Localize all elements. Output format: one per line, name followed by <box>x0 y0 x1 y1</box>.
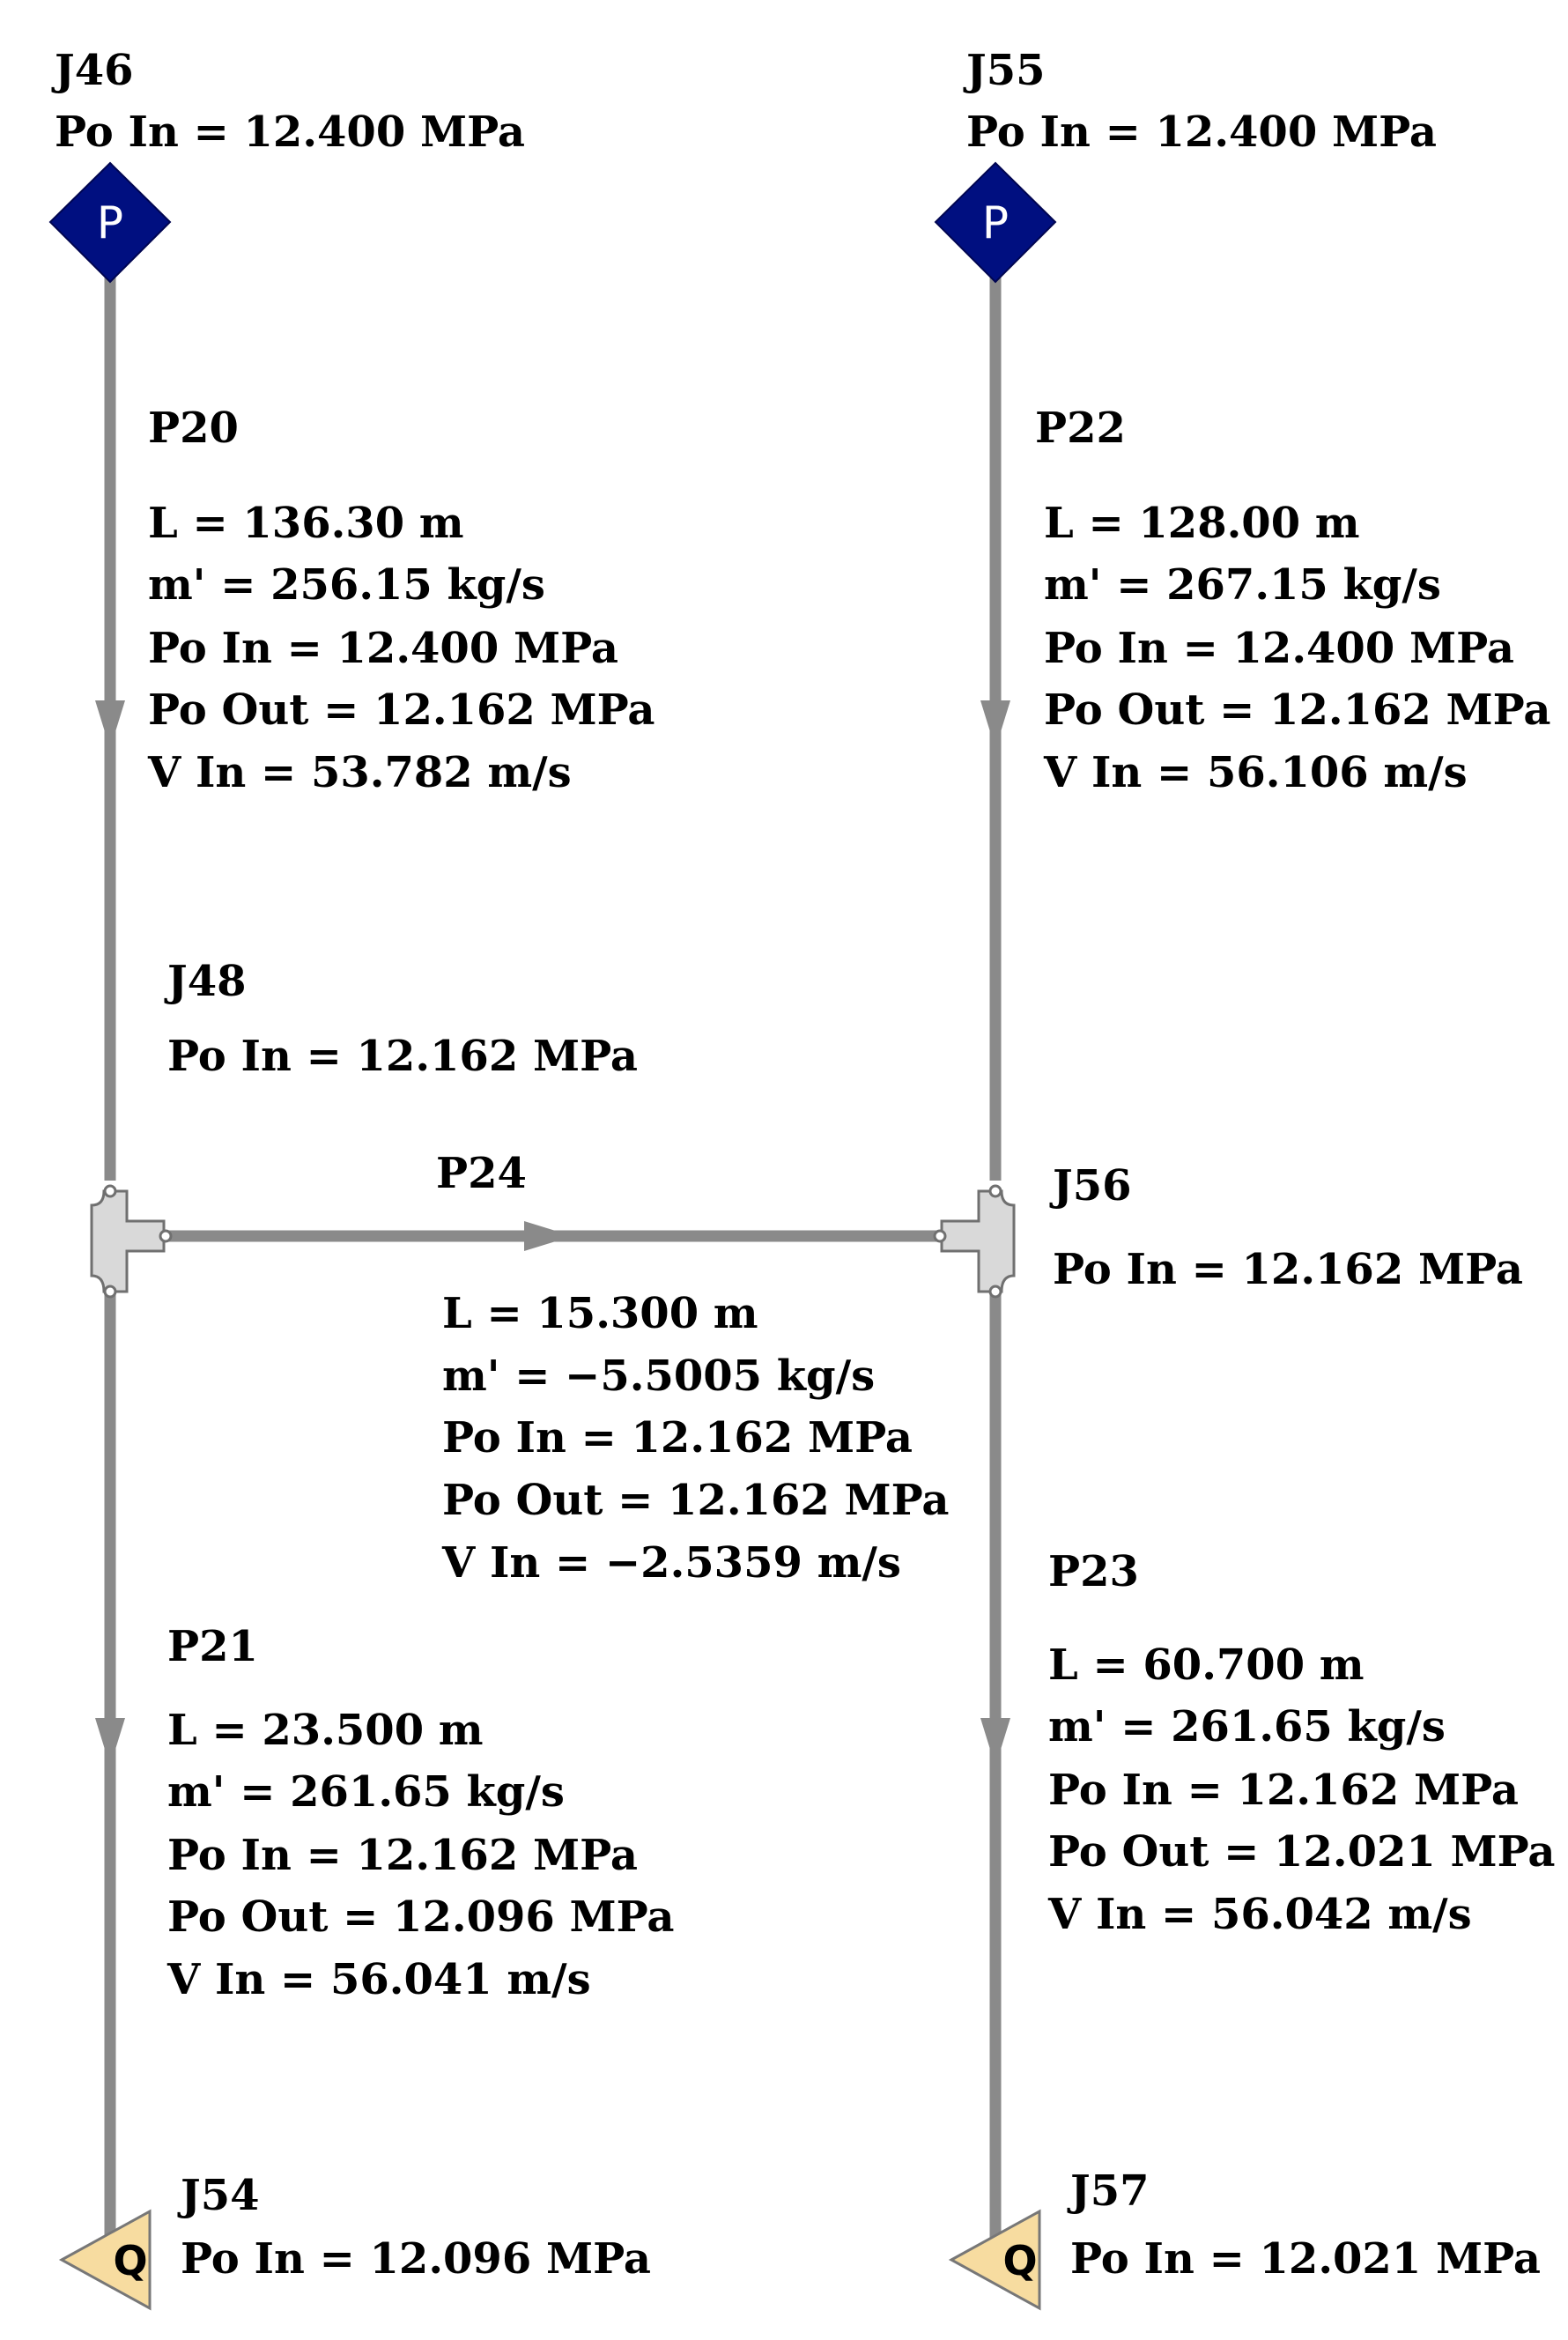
j54-label-group <box>177 2171 651 2284</box>
p20-po-out: Po Out = 12.162 MPa <box>148 685 655 735</box>
p21-name: P21 <box>167 1622 258 1671</box>
p24-flow-arrow-icon <box>524 1221 573 1251</box>
j46-label-group <box>51 46 525 157</box>
p22-v-in: V In = 56.106 m/s <box>1044 748 1468 797</box>
p24-mass-flow: m' = −5.5005 kg/s <box>442 1351 876 1401</box>
j48-name: J48 <box>167 957 247 1006</box>
j57-label-group <box>1067 2166 1541 2284</box>
p22-mass-flow: m' = 267.15 kg/s <box>1044 560 1441 610</box>
p20-label-group <box>147 404 655 797</box>
j55-name: J55 <box>966 46 1046 95</box>
svg-text:P: P <box>96 197 124 248</box>
p24-name: P24 <box>436 1149 527 1198</box>
svg-text:Q: Q <box>1002 2237 1038 2284</box>
p21-po-in: Po In = 12.162 MPa <box>167 1831 638 1880</box>
p20-name: P20 <box>148 404 239 453</box>
p21-length: L = 23.500 m <box>167 1706 484 1755</box>
j56-po-in: Po In = 12.162 MPa <box>1053 1245 1523 1294</box>
p22-name: P22 <box>1035 404 1126 453</box>
p24-length: L = 15.300 m <box>442 1289 758 1338</box>
junction-j56-tee-icon[interactable] <box>935 1186 1014 1297</box>
p21-v-in: V In = 56.041 m/s <box>167 1955 591 2004</box>
p20-v-in: V In = 53.782 m/s <box>148 748 572 797</box>
junction-j55-pressure-icon[interactable] <box>936 163 1055 282</box>
p24-po-out: Po Out = 12.162 MPa <box>442 1476 950 1525</box>
junction-j48-tee-icon[interactable] <box>92 1186 171 1297</box>
j54-name: J54 <box>181 2171 260 2220</box>
p23-flow-arrow-icon <box>980 1718 1010 1766</box>
p24-po-in: Po In = 12.162 MPa <box>442 1413 913 1462</box>
p23-po-out: Po Out = 12.021 MPa <box>1048 1827 1556 1877</box>
p22-po-in: Po In = 12.400 MPa <box>1044 624 1514 673</box>
p21-po-out: Po Out = 12.096 MPa <box>167 1892 675 1942</box>
p22-label-group <box>1035 404 1551 797</box>
p22-length: L = 128.00 m <box>1044 499 1360 548</box>
j54-po-in: Po In = 12.096 MPa <box>181 2234 651 2284</box>
p23-v-in: V In = 56.042 m/s <box>1048 1890 1472 1939</box>
j57-name: J57 <box>1070 2166 1150 2216</box>
j56-label-group <box>1049 1161 1523 1294</box>
j46-po-in: Po In = 12.400 MPa <box>55 107 525 157</box>
junction-j46-pressure-icon[interactable] <box>50 163 170 282</box>
p20-flow-arrow-icon <box>95 700 125 749</box>
p22-flow-arrow-icon <box>980 700 1010 749</box>
svg-text:Q: Q <box>113 2237 148 2284</box>
j46-name: J46 <box>55 46 134 95</box>
p23-name: P23 <box>1048 1547 1139 1596</box>
j55-label-group <box>963 46 1437 157</box>
p20-length: L = 136.30 m <box>148 499 464 548</box>
p24-label-group <box>436 1149 950 1588</box>
p23-po-in: Po In = 12.162 MPa <box>1048 1766 1519 1815</box>
j57-po-in: Po In = 12.021 MPa <box>1070 2234 1541 2284</box>
p21-mass-flow: m' = 261.65 kg/s <box>167 1767 565 1817</box>
p21-flow-arrow-icon <box>95 1718 125 1766</box>
j55-po-in: Po In = 12.400 MPa <box>966 107 1437 157</box>
j48-po-in: Po In = 12.162 MPa <box>167 1032 638 1081</box>
p23-label-group <box>1047 1547 1556 1939</box>
p22-po-out: Po Out = 12.162 MPa <box>1044 685 1551 735</box>
p20-mass-flow: m' = 256.15 kg/s <box>148 560 545 610</box>
p23-mass-flow: m' = 261.65 kg/s <box>1048 1702 1446 1751</box>
svg-text:P: P <box>981 197 1010 248</box>
j48-label-group <box>164 957 638 1081</box>
p20-po-in: Po In = 12.400 MPa <box>148 624 618 673</box>
j56-name: J56 <box>1053 1161 1132 1211</box>
p23-length: L = 60.700 m <box>1048 1640 1365 1690</box>
p21-label-group <box>166 1622 675 2004</box>
p24-v-in: V In = −2.5359 m/s <box>442 1538 901 1588</box>
